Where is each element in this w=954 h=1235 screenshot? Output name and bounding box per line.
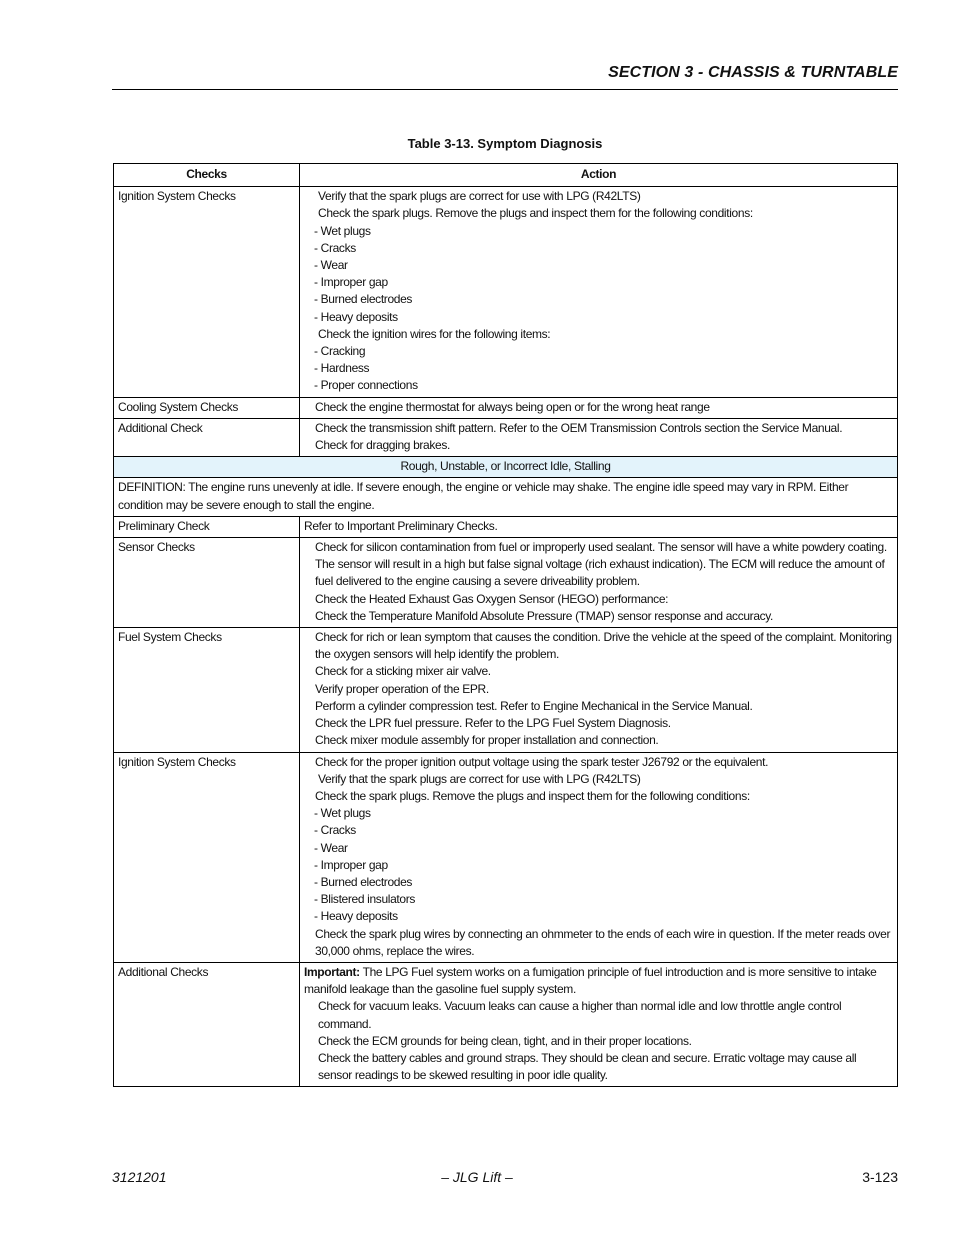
- action-line: Verify that the spark plugs are correct for use with LPG (R42LTS): [318, 771, 641, 786]
- action-line: - Burned electrodes: [314, 874, 413, 889]
- header-rule: [112, 89, 898, 90]
- action-line: - Heavy deposits: [314, 909, 398, 924]
- action-line: - Cracking: [314, 344, 366, 359]
- action-line: Check for dragging brakes.: [315, 438, 450, 453]
- action-cell: [300, 187, 898, 397]
- check-cell: Fuel System Checks: [114, 628, 300, 752]
- action-line: - Blistered insulators: [314, 892, 416, 907]
- page-number: 3-123: [862, 1169, 898, 1185]
- action-line: - Wet plugs: [314, 806, 371, 821]
- important-note: [304, 964, 893, 998]
- action-line: Check mixer module assembly for proper installation and connection.: [315, 733, 659, 748]
- check-cell: Cooling System Checks: [114, 397, 300, 418]
- action-line: Check the engine thermostat for always being open or for the wrong heat range: [315, 399, 710, 414]
- table-row: [114, 628, 898, 752]
- table-row: [114, 962, 898, 1086]
- section-title-row: [114, 457, 898, 478]
- action-line: Check for rich or lean symptom that causes the condition. Drive the vehicle at the speed of the complaint. Monitoring the oxygen sensors will help identify the problem.: [315, 630, 892, 662]
- action-line: Check the ignition wires for the following items:: [318, 326, 551, 341]
- symptom-diagnosis-table: [113, 163, 898, 1087]
- action-line: Check the ECM grounds for being clean, tight, and in their proper locations.: [318, 1033, 692, 1048]
- table-section: [114, 457, 898, 517]
- action-lines: [304, 998, 893, 1084]
- action-line: - Wear: [314, 258, 348, 273]
- action-line: Check for silicon contamination from fuel or improperly used sealant. The sensor will have a white powdery coating. The sensor will result in a high but false signal voltage (rich exhaust indication). The ECM will reduce the amount of fuel delivered to the engine causing a severe driveability problem.: [315, 540, 887, 589]
- table-group-2: [114, 516, 898, 962]
- table-title: Table 3-13. Symptom Diagnosis: [407, 136, 603, 151]
- action-line: - Wear: [314, 840, 348, 855]
- definition-text: DEFINITION: The engine runs unevenly at idle. If severe enough, the engine or vehicle may shake. The engine idle speed may vary in RPM. Either condition may be severe enough to stall the engine.: [114, 478, 898, 516]
- action-cell: [300, 962, 898, 1086]
- footer-brand: – JLG Lift –: [441, 1169, 513, 1185]
- action-line: Check the spark plugs. Remove the plugs and inspect them for the following conditions:: [318, 206, 753, 221]
- action-line: - Cracks: [314, 823, 356, 838]
- action-line: Refer to Important Preliminary Checks.: [304, 518, 498, 533]
- definition-row: [114, 478, 898, 516]
- action-cell: [300, 752, 898, 962]
- action-line: - Improper gap: [314, 857, 388, 872]
- check-cell: Sensor Checks: [114, 538, 300, 628]
- check-cell: Additional Checks: [114, 962, 300, 1086]
- action-line: Check the spark plugs. Remove the plugs and inspect them for the following conditions:: [315, 788, 750, 803]
- action-cell: [300, 418, 898, 456]
- check-cell: Ignition System Checks: [114, 752, 300, 962]
- important-label: Important:: [304, 964, 360, 979]
- action-line: - Proper connections: [314, 378, 418, 393]
- action-line: - Burned electrodes: [314, 292, 413, 307]
- check-cell: Ignition System Checks: [114, 187, 300, 397]
- action-line: - Hardness: [314, 361, 370, 376]
- action-line: Check for vacuum leaks. Vacuum leaks can cause a higher than normal idle and low throttle angle control command.: [318, 999, 842, 1031]
- action-line: - Heavy deposits: [314, 309, 398, 324]
- section-header: SECTION 3 - CHASSIS & TURNTABLE: [608, 64, 898, 81]
- action-line: Check the battery cables and ground straps. They should be clean and secure. Erratic voltage may cause all sensor readings to be skewed resulting in poor idle quality.: [318, 1050, 857, 1083]
- column-header-action: Action: [300, 164, 898, 187]
- action-line: Check the LPR fuel pressure. Refer to the LPG Fuel System Diagnosis.: [315, 716, 671, 731]
- table-group-1: [114, 187, 898, 457]
- column-header-checks: Checks: [114, 164, 300, 187]
- action-line: - Improper gap: [314, 275, 388, 290]
- action-line: Check for the proper ignition output voltage using the spark tester J26792 or the equivalent.: [315, 754, 769, 769]
- table-row: [114, 752, 898, 962]
- check-cell: Additional Check: [114, 418, 300, 456]
- action-line: Check the spark plug wires by connecting an ohmmeter to the ends of each wire in question. If the meter reads over 30,000 ohms, replace the wires.: [315, 926, 891, 958]
- action-line: Check for a sticking mixer air valve.: [315, 664, 491, 679]
- action-line: - Wet plugs: [314, 223, 371, 238]
- action-cell: [300, 516, 898, 537]
- table-row: [114, 538, 898, 628]
- table-group-3: [114, 962, 898, 1086]
- action-cell: [300, 628, 898, 752]
- table-row: [114, 397, 898, 418]
- action-line: Check the transmission shift pattern. Refer to the OEM Transmission Controls section the Service Manual.: [315, 420, 843, 435]
- action-line: Check the Heated Exhaust Gas Oxygen Sensor (HEGO) performance:: [315, 591, 669, 606]
- table-row: [114, 187, 898, 397]
- action-line: - Cracks: [314, 240, 356, 255]
- doc-number: 3121201: [112, 1169, 167, 1185]
- table-header-row: [114, 164, 898, 187]
- check-cell: Preliminary Check: [114, 516, 300, 537]
- action-line: Check the Temperature Manifold Absolute Pressure (TMAP) sensor response and accuracy.: [315, 608, 774, 623]
- action-line: Verify that the spark plugs are correct for use with LPG (R42LTS): [318, 189, 641, 204]
- action-cell: [300, 538, 898, 628]
- table-row: [114, 418, 898, 456]
- action-line: Verify proper operation of the EPR.: [315, 681, 489, 696]
- table-row: [114, 516, 898, 537]
- action-line: Perform a cylinder compression test. Refer to Engine Mechanical in the Service Manual.: [315, 698, 753, 713]
- section-title: Rough, Unstable, or Incorrect Idle, Stalling: [114, 457, 898, 478]
- important-text: The LPG Fuel system works on a fumigation principle of fuel introduction and is more sensitive to intake manifold leakage than the gasoline fuel supply system.: [304, 964, 877, 997]
- action-cell: [300, 397, 898, 418]
